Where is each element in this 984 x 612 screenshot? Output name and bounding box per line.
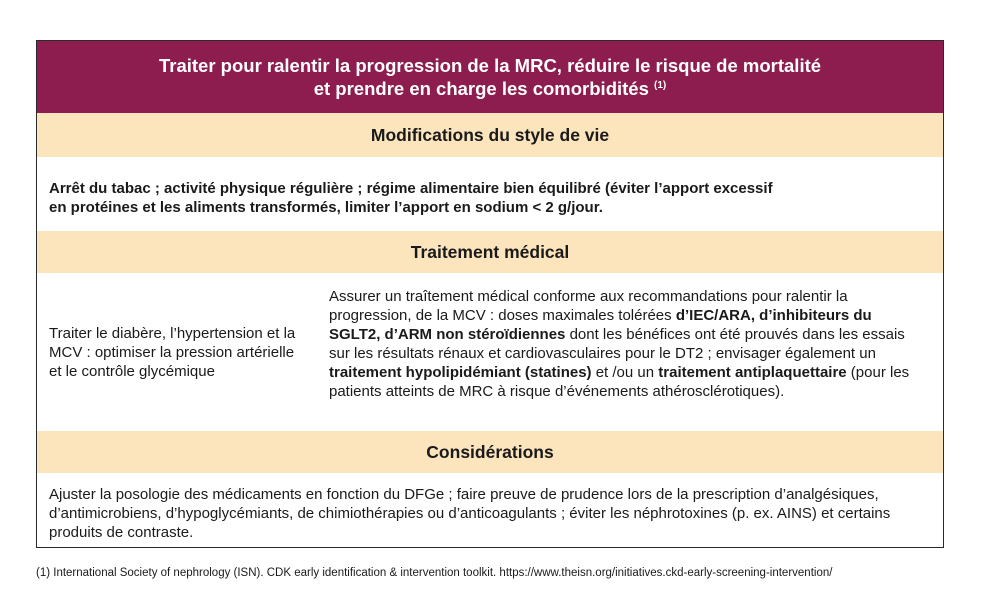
table-title [37,41,943,113]
medical-right-part-2: dont les bénéfices ont été prouvés dans les essais sur les résultats rénaux et cardiovasculaires pour le DT2 ; envisager également un [329,326,905,362]
medical-left-cell [37,273,317,431]
title-line-1: Traiter pour ralentir la progression de la MRC, réduire le risque de mortalité [158,55,822,76]
title-line-2 [314,77,667,100]
considerations-heading: Considérations [37,431,943,473]
considerations-text: Ajuster la posologie des médicaments en fonction du DFGe ; faire preuve de prudence lors de la prescription d’analgésiques, d’antimicrobiens, d’hypoglycémiants, de chimiothérapies ou d’anticoagulants ; éviter les néphrotoxines (p. ex. AINS) et certains produits de contraste. [37,473,943,547]
lifestyle-line-2: en protéines et les aliments transformés, limiter l’apport en sodium < 2 g/jour. [49,199,603,216]
medical-right-cell [317,273,943,431]
medical-heading: Traitement médical [37,231,943,273]
lifestyle-line-1: Arrêt du tabac ; activité physique régulière ; régime alimentaire bien équilibré (éviter l’apport excessif [49,180,773,197]
medical-right-part-1: Assurer un traîtement médical conforme aux recommandations pour ralentir la progression, de la MCV : doses maximales tolérées [329,288,848,324]
medical-right-bold-1: d’IEC/ARA, d’inhibiteurs du SGLT2, d’ARM non stéroïdiennes [329,307,872,343]
medical-right-bold-3: traitement antiplaquettaire [658,364,847,381]
medical-row [37,273,943,431]
lifestyle-heading: Modifications du style de vie [37,113,943,157]
medical-right-bold-2: traitement hypolipidémiant (statines) [329,364,592,381]
medical-left-text: Traiter le diabère, l’hypertension et la MCV : optimiser la pression artérielle et le contrôle glycémique [49,324,296,380]
treatment-table [36,40,944,548]
footnote: (1) International Society of nephrology (ISN). CDK early identification & intervention toolkit. https://www.theisn.org/initiatives.ckd-early-screening-intervention/ [36,567,833,579]
medical-right-part-4: (pour les patients atteints de MRC à risque d’événements athérosclérotiques). [329,364,910,400]
title-line-2-text: et prendre en charge les comorbidités [313,78,649,99]
title-footnote-ref: (1) [654,79,667,91]
lifestyle-text [37,157,943,231]
medical-right-part-3: et /ou un [591,364,659,381]
